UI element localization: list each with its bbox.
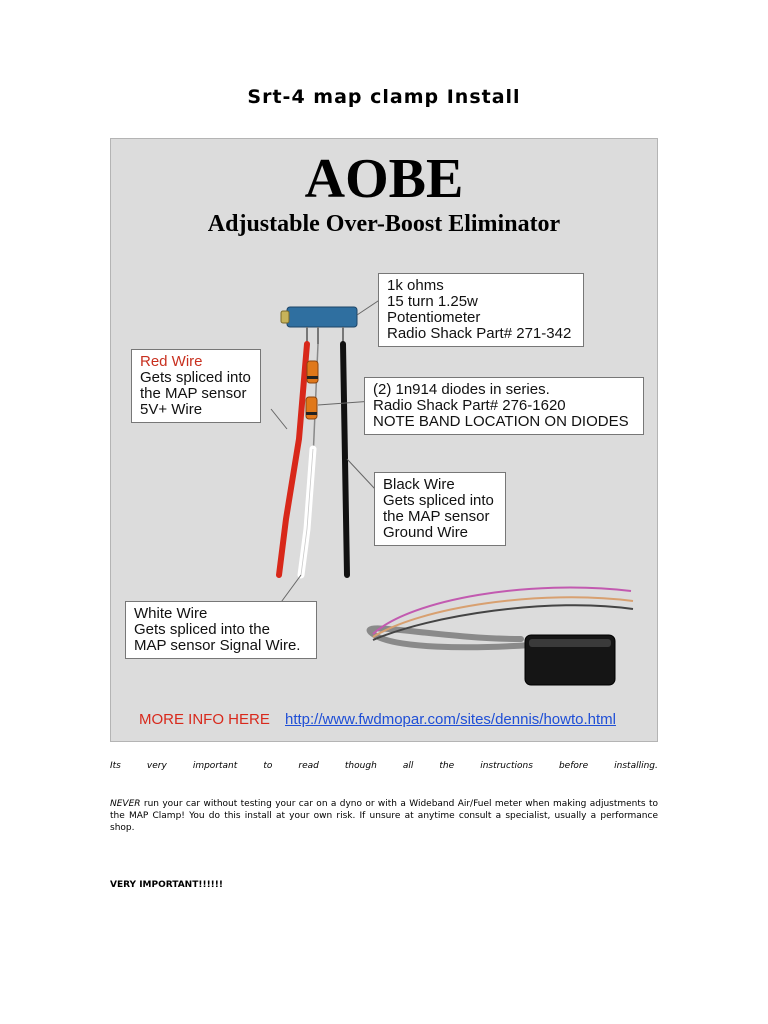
callout-line: White Wire — [134, 605, 208, 622]
callout-line: 5V+ Wire — [140, 401, 203, 418]
callout-red-wire — [131, 349, 261, 423]
callout-line: 15 turn 1.25w — [387, 293, 478, 310]
intro-word: important — [192, 761, 238, 771]
diode-2 — [306, 397, 317, 419]
figure-heading: AOBE — [304, 148, 464, 210]
intro-word: very — [146, 761, 167, 771]
potentiometer-body — [287, 307, 357, 327]
intro-word: installing. — [614, 761, 658, 771]
warning-lead: NEVER — [110, 799, 141, 809]
callout-line: Gets spliced into the — [134, 621, 270, 638]
callout-line: the MAP sensor — [383, 508, 490, 525]
more-info-label: MORE INFO HERE — [139, 711, 270, 728]
warning-paragraph — [110, 798, 658, 834]
potentiometer-screw — [281, 311, 289, 323]
callout-black-wire — [374, 472, 506, 546]
aobe-diagram-image — [110, 138, 658, 742]
figure-subheading: Adjustable Over-Boost Eliminator — [207, 211, 561, 237]
black-wire — [343, 344, 347, 575]
callout-line: 1k ohms — [387, 277, 444, 294]
intro-word: instructions — [480, 761, 533, 771]
callout-line: Radio Shack Part# 271-342 — [387, 325, 572, 342]
intro-sentence — [110, 760, 658, 772]
intro-word: the — [439, 761, 455, 771]
callout-line: Radio Shack Part# 276-1620 — [373, 397, 566, 414]
warning-text: run your car without testing your car on a dyno or with a Wideband Air/Fuel meter when making adjustments to the MAP Clamp! You do this install at your own risk. If unsure at anytime consult a specialist, usually a performance shop. — [110, 799, 658, 833]
callout-potentiometer — [378, 273, 584, 347]
callout-line: NOTE BAND LOCATION ON DIODES — [373, 413, 629, 430]
intro-word: before — [558, 761, 589, 771]
document-title: Srt-4 map clamp Install — [247, 86, 521, 108]
intro-word: though — [344, 761, 377, 771]
callout-line: Gets spliced into — [383, 492, 494, 509]
callout-line: Black Wire — [383, 476, 455, 493]
intro-word: to — [263, 761, 273, 771]
intro-word: read — [298, 761, 319, 771]
callout-white-wire — [125, 601, 317, 659]
callout-line: MAP sensor Signal Wire. — [134, 637, 301, 654]
diode-1 — [307, 361, 318, 383]
callout-line: Gets spliced into — [140, 369, 251, 386]
howto-link[interactable]: http://www.fwdmopar.com/sites/dennis/howto.html — [285, 711, 616, 728]
callout-line-red-wire: Red Wire — [140, 353, 203, 370]
intro-word: Its — [110, 761, 121, 771]
intro-word: all — [402, 761, 414, 771]
callout-line: (2) 1n914 diodes in series. — [373, 381, 550, 398]
callout-line: Ground Wire — [383, 524, 469, 541]
very-important-heading: VERY IMPORTANT!!!!!! — [110, 880, 223, 890]
callout-line: Potentiometer — [387, 309, 481, 326]
callout-line: the MAP sensor — [140, 385, 247, 402]
callout-diodes — [364, 377, 644, 435]
